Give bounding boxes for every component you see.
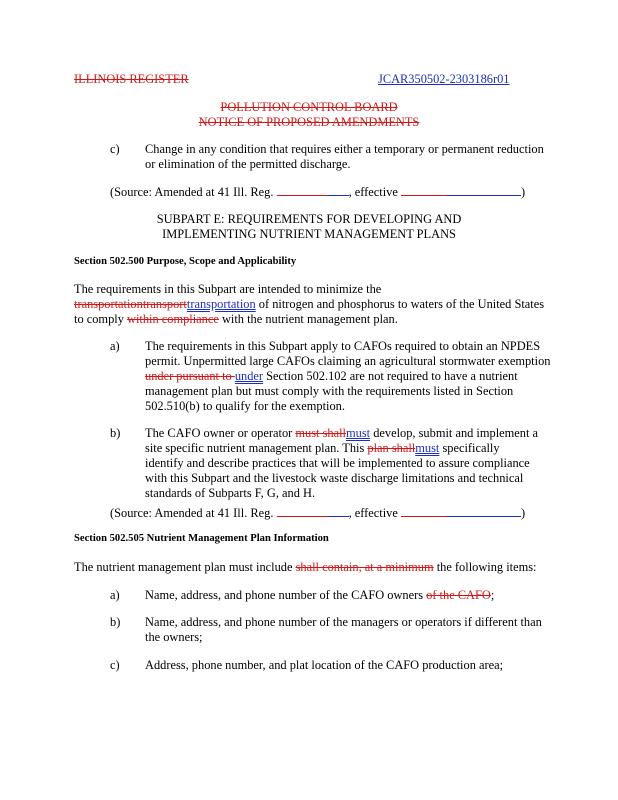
item-c-line1: Change in any condition that requires either a temporary or permanent reduction	[145, 142, 544, 156]
section-502-500-heading: Section 502.500 Purpose, Scope and Applicability	[74, 256, 297, 267]
subpart-heading-line1: SUBPART E: REQUIREMENTS FOR DEVELOPING AND	[156, 212, 462, 226]
illinois-register-header: ILLINOIS REGISTER	[74, 72, 189, 86]
board-title: POLLUTION CONTROL BOARD	[220, 100, 398, 114]
s500-para-line1: The requirements in this Subpart are intended to minimize the	[74, 282, 382, 296]
s500-item-b-line1: The CAFO owner or operator must shallmust develop, submit and implement a	[145, 426, 539, 440]
subpart-heading-line2: IMPLEMENTING NUTRIENT MANAGEMENT PLANS	[162, 227, 456, 241]
source-note-2: (Source: Amended at 41 Ill. Reg. , effective )	[110, 506, 526, 520]
s505-item-c-text: Address, phone number, and plat location of the CAFO production area;	[145, 658, 504, 672]
s505-item-a-text: Name, address, and phone number of the CAFO owners of the CAFO;	[145, 588, 495, 602]
s505-item-b-line2: the owners;	[145, 630, 203, 644]
s500-item-a-label: a)	[110, 339, 120, 353]
s505-item-a-label: a)	[110, 588, 120, 602]
s505-item-b-label: b)	[110, 615, 121, 629]
s500-para-line2: transportationtransporttransportation of nitrogen and phosphorus to waters of the United States	[74, 297, 545, 311]
s505-item-b-line1: Name, address, and phone number of the managers or operators if different than	[145, 615, 542, 629]
s500-para-line3: to comply within compliance with the nutrient management plan.	[74, 312, 398, 326]
s505-item-c-label: c)	[110, 658, 120, 672]
s500-item-a-line4: management plan but must comply with the requirements listed in Section	[145, 384, 514, 398]
s500-item-a-line1: The requirements in this Subpart apply to CAFOs required to obtain an NPDES	[145, 339, 541, 353]
item-c-label: c)	[110, 142, 120, 156]
source-note-1: (Source: Amended at 41 Ill. Reg. , effective )	[110, 185, 526, 199]
s500-item-a-line3: under pursuant to under Section 502.102 are not required to have a nutrient	[145, 369, 518, 383]
s500-item-b-label: b)	[110, 426, 121, 440]
s500-item-b-line3: identify and describe practices that will be implemented to assure compliance	[145, 456, 530, 470]
s500-item-b-line4: with this Subpart and the livestock waste discharge limitations and technical	[145, 471, 524, 485]
s505-intro: The nutrient management plan must include shall contain, at a minimum the following items:	[74, 560, 537, 574]
s500-item-b-line5: standards of Subparts F, G, and H.	[145, 486, 316, 500]
s500-item-a-line5: 502.510(b) to qualify for the exemption.	[145, 399, 345, 413]
notice-title: NOTICE OF PROPOSED AMENDMENTS	[198, 115, 420, 129]
s500-item-b-line2: site specific nutrient management plan. This plan shallmust specifically	[145, 441, 500, 455]
jcar-number: JCAR350502-2303186r01	[378, 72, 510, 86]
s500-item-a-line2: permit. Unpermitted large CAFOs claiming an agricultural stormwater exemption	[145, 354, 551, 368]
item-c-line2: or elimination of the permitted discharge.	[145, 157, 351, 171]
section-502-505-heading: Section 502.505 Nutrient Management Plan Information	[74, 533, 329, 544]
